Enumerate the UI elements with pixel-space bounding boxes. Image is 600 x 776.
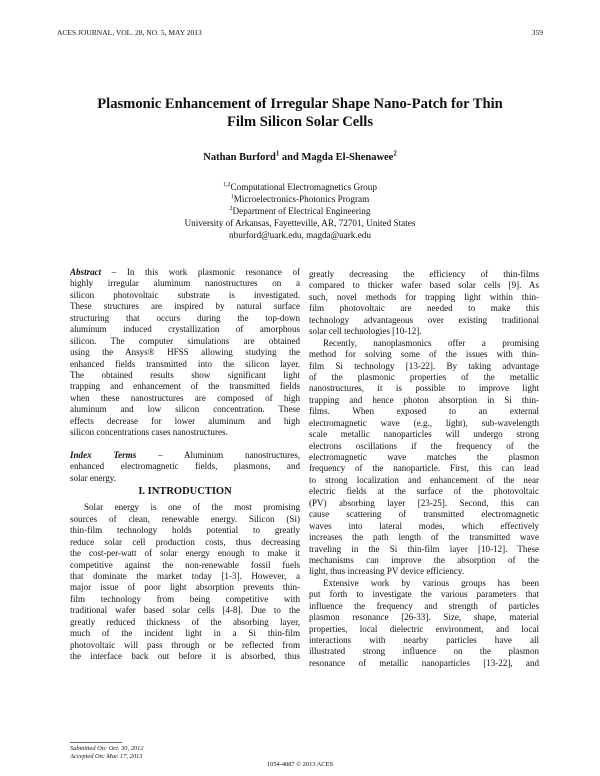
author-conjunction: and: [279, 152, 302, 163]
section-heading: I. INTRODUCTION: [138, 486, 232, 498]
affiliation-text: Microelectronics-Photonics Program: [233, 194, 370, 204]
body-line: plasmon resonance [26-33]. Size, shape, material: [309, 612, 539, 623]
abstract-line: effects decrease for lower aluminum and high: [70, 415, 300, 426]
author-superscript: 1: [275, 150, 280, 158]
body-line: mechanisms can improve the absorption of the: [309, 554, 539, 565]
author-superscript: 2: [393, 150, 397, 158]
intro-text: [70, 502, 300, 662]
abstract-line: [70, 267, 300, 278]
body-line: sources of clean, renewable energy. Silicon (Si): [70, 513, 300, 524]
body-line: film Si technology [13-22]. By taking advantage: [309, 360, 539, 371]
body-line: films. When exposed to an external: [309, 406, 539, 417]
spacer: [70, 439, 300, 450]
body-line: method for solving some of the issues with thin-: [309, 349, 539, 360]
body-line: photovoltaic will pass through or be reflected from: [70, 639, 300, 650]
body-line: that dominate the market today [1-3]. However, a: [70, 570, 300, 581]
footnote-rule: [70, 742, 122, 743]
author-list: [60, 152, 540, 163]
abstract-line: when these nanostructures are composed of high: [70, 392, 300, 403]
body-line: thin-film technology holds potential to greatly: [70, 525, 300, 536]
index-terms-line: enhanced electromagnetic fields, plasmons, and: [70, 461, 300, 472]
journal-header: ACES JOURNAL, VOL. 28, NO. 5, MAY 2013: [57, 28, 202, 37]
affiliation-block: [60, 181, 540, 241]
affiliation-superscript: 2: [229, 205, 233, 212]
body-line: electric fields at the surface of the photovoltaic: [309, 486, 539, 497]
paper-title: [60, 95, 540, 131]
page-number: 359: [531, 28, 543, 37]
abstract-line: trapping and enhancement of the transmitted fields: [70, 381, 300, 392]
index-terms: [70, 450, 300, 484]
body-line: interactions with nearby particles have all: [309, 635, 539, 645]
submitted-date: Submitted On: Oct. 30, 2012: [70, 745, 144, 752]
author-name: Magda El-Shenawee: [301, 152, 394, 163]
body-line: the interface back out before it is absorbed, thus: [70, 651, 300, 661]
affiliation-line: [60, 205, 540, 217]
affiliation-text: Department of Electrical Engineering: [232, 206, 371, 216]
affiliation-line: University of Arkansas, Fayetteville, AR, 72701, United States: [184, 218, 416, 228]
abstract-line: highly irregular aluminum nanostructures on a: [70, 278, 300, 289]
body-line: light, thus increasing PV device efficiency.: [309, 566, 465, 577]
author-name: Nathan Burford: [203, 152, 276, 163]
abstract-line: aluminum induced crystallization of amorphous: [70, 324, 300, 335]
submission-dates: [70, 745, 143, 761]
abstract-line: aluminum and low silicon concentration. These: [70, 404, 300, 415]
body-line: compared to thicker wafer based solar cells [9]. As: [309, 280, 539, 291]
body-line: cause scattering of transmitted electromagnetic: [309, 509, 539, 520]
body-line: trapping and hence photon absorption in Si thin-: [309, 394, 539, 405]
email-line: nburford@uark.edu, magda@uark.edu: [229, 230, 371, 240]
abstract-line: The obtained results show significant light: [70, 369, 300, 380]
body-line: greatly reduced thickness of the absorbing layer,: [70, 616, 300, 627]
affiliation-superscript: 1: [230, 193, 234, 200]
body-line: competitive against the non-renewable fossil fuels: [70, 559, 300, 570]
left-column: [70, 267, 300, 662]
body-line: film photovoltaic are needed to make this: [309, 303, 539, 314]
affiliation-line: [60, 181, 540, 193]
body-line: electromagnetic wave matches the plasmon: [309, 452, 539, 462]
index-terms-text: – Aluminum nanostructures,: [136, 450, 300, 460]
body-line: technology advantageous over existing traditional: [309, 314, 539, 325]
body-line: Extensive work by various groups has been: [323, 577, 539, 588]
accepted-date: Accepted On: Mar. 17, 2013: [70, 753, 143, 760]
body-line: scale metallic nanoparticles will undergo strong: [309, 429, 539, 440]
body-line: film technology from being competitive with: [70, 593, 300, 604]
index-terms-label: Index Terms: [70, 450, 137, 460]
title-line: Plasmonic Enhancement of Irregular Shape Nano-Patch for Thin: [97, 96, 503, 112]
body-line: greatly decreasing the efficiency of thin-films: [309, 269, 539, 279]
right-column: [309, 269, 539, 669]
abstract-line: enhanced fields transmitted into the silicon layer.: [70, 358, 300, 369]
abstract-label: Abstract: [70, 267, 102, 277]
body-line: (PV) absorbing layer [23-25]. Second, this can: [309, 497, 539, 508]
body-line: nanostructures, it is possible to improve light: [309, 383, 539, 394]
body-line: Recently, nanoplasmonics offer a promising: [323, 337, 539, 348]
abstract: [70, 267, 300, 439]
abstract-line: using the Ansys® HFSS allowing studying the: [70, 347, 300, 358]
body-line: much of the incident light in a Si thin-film: [70, 628, 300, 639]
abstract-line: silicon. The computer simulations are obtained: [70, 335, 300, 346]
body-line: frequency of the nanoparticle. First, this can lead: [309, 463, 539, 474]
body-line: traditional wafer based solar cells [4-8]. Due to the: [70, 605, 300, 616]
body-line: the cost-per-watt of solar energy enough to make it: [70, 548, 300, 559]
body-line: electrons oscillations if the frequency of the: [309, 440, 539, 451]
body-line: waves into lateral modes, which effectively: [309, 520, 539, 531]
body-line: put forth to investigate the various parameters that: [309, 589, 539, 600]
affiliation-superscript: 1,2: [223, 181, 231, 188]
body-line: increases the path length of the transmitted wave: [309, 532, 539, 543]
abstract-text: – In this work plasmonic resonance of: [101, 267, 300, 277]
running-header: [57, 28, 543, 40]
affiliation-line: [60, 193, 540, 205]
body-line: resonance of metallic nanoparticles [13-22], and: [309, 657, 539, 668]
affiliation-text: Computational Electromagnetics Group: [230, 182, 377, 192]
body-line: solar cell technologies [10-12].: [309, 326, 422, 337]
body-line: properties, local dielectric environment, and local: [309, 623, 539, 634]
body-line: electromagnetic wave (e.g., light), sub-wavelength: [309, 417, 539, 428]
body-line: illustrated strong influence on the plasmon: [309, 646, 539, 657]
body-line: to strong localization and enhancement of the near: [309, 474, 539, 485]
index-terms-line: solar energy.: [70, 472, 116, 483]
body-line: traveling in the Si thin-film layer [10-12]. These: [309, 543, 539, 554]
body-line: of the plasmonic properties of the metallic: [309, 371, 539, 382]
body-line: influence the frequency and strength of particles: [309, 600, 539, 611]
body-line: such, novel methods for trapping light within thin-: [309, 291, 539, 302]
body-line: Solar energy is one of the most promising: [84, 502, 300, 513]
body-line: major issue of poor light absorption prevents thin-: [70, 582, 300, 593]
title-line: Film Silicon Solar Cells: [226, 114, 374, 130]
abstract-line: silicon photovoltaic substrate is investigated.: [70, 289, 300, 300]
body-line: reduce solar cell production costs, thus decreasing: [70, 536, 300, 547]
index-terms-line: [70, 450, 300, 461]
abstract-line: These structures are inspired by natural surface: [70, 301, 300, 312]
abstract-line: silicon concentrations cases nanostructures.: [70, 427, 228, 438]
abstract-line: structuring that occurs during the top-down: [70, 312, 300, 323]
issn-copyright: 1054-4887 © 2013 ACES: [266, 761, 334, 768]
